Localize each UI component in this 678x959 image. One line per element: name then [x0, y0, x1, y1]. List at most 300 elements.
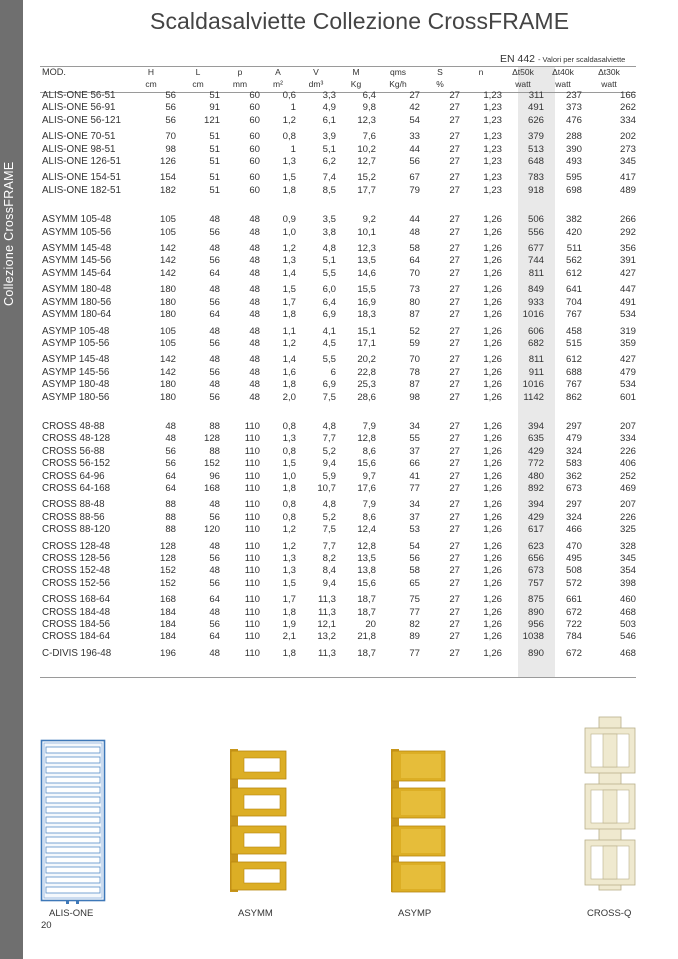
value-cell: 17,6: [357, 482, 376, 494]
table-row: [40, 268, 636, 280]
value-cell: 13,5: [357, 255, 376, 267]
value-cell: 0,8: [282, 511, 296, 523]
value-cell: 88: [165, 524, 176, 536]
value-cell: 87: [409, 309, 420, 321]
value-cell: 154: [159, 172, 176, 184]
value-cell: 1,26: [483, 379, 502, 391]
unit-label: dm³: [308, 79, 324, 89]
value-cell: 3,5: [322, 214, 336, 226]
towel-bar: [46, 867, 100, 873]
value-cell: 110: [244, 470, 260, 482]
unit-label: watt: [515, 79, 531, 89]
value-cell: 44: [409, 143, 420, 155]
value-cell: 6,0: [322, 284, 336, 296]
value-cell: 110: [244, 458, 260, 470]
value-cell: 34: [409, 420, 420, 432]
value-cell: 110: [244, 553, 260, 564]
value-cell: 1,2: [282, 114, 296, 126]
value-cell: 673: [527, 565, 544, 577]
value-cell: 152: [203, 458, 220, 470]
value-cell: 1,8: [282, 606, 296, 618]
value-cell: 48: [249, 366, 260, 378]
value-cell: 489: [619, 184, 636, 196]
model-cell: CROSS 64-168: [42, 482, 111, 494]
towel-bar: [46, 767, 100, 773]
value-cell: 862: [565, 391, 582, 403]
value-cell: 27: [449, 243, 460, 255]
value-cell: 1,26: [483, 499, 502, 511]
value-cell: 661: [565, 594, 582, 606]
value-cell: 1016: [522, 379, 544, 391]
value-cell: 1,26: [483, 366, 502, 378]
value-cell: 27: [449, 184, 460, 196]
value-cell: 4,5: [322, 337, 336, 349]
model-cell: ALIS-ONE 98-51: [42, 143, 116, 155]
value-cell: 1,26: [483, 309, 502, 321]
value-cell: 1,26: [483, 391, 502, 403]
value-cell: 48: [209, 647, 220, 659]
value-cell: 152: [159, 577, 176, 589]
value-cell: 266: [619, 214, 636, 226]
value-cell: 515: [565, 337, 582, 349]
table-row: [40, 421, 636, 433]
value-cell: 48: [209, 284, 220, 296]
model-cell: ALIS-ONE 70-51: [42, 131, 116, 143]
table-row: [40, 619, 636, 631]
table-row: [40, 284, 636, 296]
value-cell: 373: [565, 102, 582, 114]
model-cell: ASYMM 105-48: [42, 214, 112, 226]
value-cell: 27: [449, 540, 460, 552]
value-cell: 55: [409, 433, 420, 445]
unit-label: cm: [145, 79, 157, 89]
value-cell: 546: [619, 631, 636, 643]
value-cell: 1,3: [282, 433, 296, 445]
value-cell: 56: [209, 511, 220, 523]
sidebar-label: Collezione CrossFRAME: [2, 161, 16, 306]
value-cell: 48: [249, 284, 260, 296]
value-cell: 44: [409, 214, 420, 226]
value-cell: 1,1: [282, 325, 296, 337]
value-cell: 48: [209, 214, 220, 226]
table-row: [40, 379, 636, 391]
value-cell: 12,7: [357, 156, 376, 168]
towel-bar: [46, 757, 100, 763]
value-cell: 324: [565, 445, 582, 457]
value-cell: 27: [449, 284, 460, 296]
value-cell: 51: [209, 143, 220, 155]
model-cell: ASYMM 145-56: [42, 255, 112, 267]
value-cell: 56: [209, 296, 220, 308]
value-cell: 70: [409, 354, 420, 366]
towel-bar: [46, 877, 100, 883]
value-cell: 4,1: [322, 325, 336, 337]
value-cell: 121: [203, 114, 220, 126]
value-cell: 52: [409, 325, 420, 337]
table-row: [40, 648, 636, 660]
value-cell: 27: [449, 267, 460, 279]
value-cell: 4,9: [322, 102, 336, 114]
value-cell: 390: [565, 143, 582, 155]
model-cell: ALIS-ONE 126-51: [42, 156, 121, 168]
value-cell: 207: [619, 499, 636, 511]
value-cell: 182: [159, 184, 176, 196]
header-row: [40, 66, 636, 78]
value-cell: 56: [409, 156, 420, 168]
value-cell: 5,2: [322, 511, 336, 523]
value-cell: 933: [527, 296, 544, 308]
value-cell: 1,5: [282, 458, 296, 470]
value-cell: 48: [209, 540, 220, 552]
value-cell: 8,6: [362, 445, 376, 457]
value-cell: 1038: [522, 631, 544, 643]
value-cell: 479: [565, 433, 582, 445]
value-cell: 77: [409, 482, 420, 494]
value-cell: 27: [449, 143, 460, 155]
value-cell: 48: [209, 606, 220, 618]
value-cell: 48: [409, 226, 420, 238]
towel-bar: [46, 847, 100, 853]
value-cell: 6,4: [322, 296, 336, 308]
model-cell: CROSS 88-48: [42, 499, 105, 511]
table-row: [40, 607, 636, 619]
value-cell: 70: [409, 267, 420, 279]
value-cell: 12,8: [357, 433, 376, 445]
value-cell: 20,2: [357, 354, 376, 366]
value-cell: 688: [565, 366, 582, 378]
value-cell: 54: [409, 540, 420, 552]
value-cell: 110: [244, 445, 260, 457]
value-cell: 1,8: [282, 184, 296, 196]
table-row: [40, 338, 636, 350]
value-cell: 626: [527, 114, 544, 126]
value-cell: 51: [209, 184, 220, 196]
value-cell: 7,9: [362, 420, 376, 432]
model-cell: ASYMM 180-64: [42, 309, 112, 321]
value-cell: 48: [249, 337, 260, 349]
value-cell: 110: [244, 540, 260, 552]
value-cell: 1: [290, 102, 296, 114]
value-cell: 77: [409, 647, 420, 659]
value-cell: 27: [449, 337, 460, 349]
table-row: [40, 255, 636, 267]
value-cell: 48: [249, 226, 260, 238]
value-cell: 534: [619, 309, 636, 321]
model-cell: CROSS 184-48: [42, 606, 111, 618]
value-cell: 784: [565, 631, 582, 643]
value-cell: 54: [409, 114, 420, 126]
value-cell: 14,6: [357, 267, 376, 279]
value-cell: 82: [409, 619, 420, 631]
asymm-radiator-illustration: [228, 748, 290, 893]
value-cell: 48: [249, 296, 260, 308]
table-row: [40, 309, 636, 321]
standard-note-text: - Valori per scaldasalviette: [537, 55, 626, 64]
column-header: Δt40k: [552, 67, 574, 77]
value-cell: 5,2: [322, 445, 336, 457]
value-cell: 58: [409, 565, 420, 577]
table-row: [40, 102, 636, 114]
value-cell: 27: [449, 647, 460, 659]
value-cell: 468: [619, 606, 636, 618]
value-cell: 48: [249, 391, 260, 403]
value-cell: 18,3: [357, 309, 376, 321]
model-cell: ASYMP 180-56: [42, 391, 110, 403]
table-row: [40, 392, 636, 404]
value-cell: 48: [249, 243, 260, 255]
value-cell: 503: [619, 619, 636, 631]
value-cell: 583: [565, 458, 582, 470]
value-cell: 468: [619, 647, 636, 659]
value-cell: 420: [565, 226, 582, 238]
towel-bar: [46, 857, 100, 863]
value-cell: 1,3: [282, 255, 296, 267]
value-cell: 511: [566, 243, 582, 255]
column-header: V: [313, 67, 319, 77]
value-cell: 5,9: [322, 470, 336, 482]
value-cell: 7,9: [362, 499, 376, 511]
value-cell: 391: [619, 255, 636, 267]
value-cell: 491: [527, 102, 544, 114]
towel-bar: [46, 837, 100, 843]
unit-label: [40, 78, 126, 90]
value-cell: 142: [159, 366, 176, 378]
value-cell: 60: [249, 90, 260, 101]
value-cell: 51: [209, 90, 220, 101]
unit-row: [40, 78, 636, 90]
value-cell: 1,26: [483, 594, 502, 606]
table-row: [40, 499, 636, 511]
value-cell: 7,7: [322, 540, 336, 552]
value-cell: 64: [209, 267, 220, 279]
value-cell: 27: [449, 325, 460, 337]
value-cell: 184: [159, 631, 176, 643]
value-cell: 672: [565, 606, 582, 618]
value-cell: 27: [449, 458, 460, 470]
value-cell: 6: [330, 366, 336, 378]
towel-bar: [46, 817, 100, 823]
value-cell: 648: [527, 156, 544, 168]
model-cell: ALIS-ONE 56-121: [42, 114, 121, 126]
value-cell: 48: [209, 325, 220, 337]
value-cell: 1,26: [483, 524, 502, 536]
value-cell: 3,9: [322, 131, 336, 143]
group-spacer: [40, 404, 636, 421]
value-cell: 1,0: [282, 226, 296, 238]
value-cell: 53: [409, 524, 420, 536]
value-cell: 417: [619, 172, 636, 184]
value-cell: 48: [249, 267, 260, 279]
table-row: [40, 297, 636, 309]
value-cell: 180: [159, 379, 176, 391]
table-row: [40, 512, 636, 524]
model-cell: ASYMM 180-56: [42, 296, 112, 308]
cross-q-radiator-illustration: [582, 716, 638, 891]
table-row: [40, 458, 636, 470]
value-cell: 356: [619, 243, 636, 255]
value-cell: 73: [409, 284, 420, 296]
value-cell: 27: [449, 565, 460, 577]
value-cell: 324: [565, 511, 582, 523]
value-cell: 556: [527, 226, 544, 238]
value-cell: 27: [449, 553, 460, 564]
table-row: [40, 594, 636, 606]
value-cell: 354: [619, 565, 636, 577]
value-cell: 77: [409, 606, 420, 618]
value-cell: 1142: [523, 391, 544, 403]
table-row: [40, 131, 636, 143]
value-cell: 105: [159, 214, 176, 226]
model-cell: CROSS 48-128: [42, 433, 111, 445]
value-cell: 11,3: [318, 647, 336, 659]
value-cell: 15,6: [357, 577, 376, 589]
value-cell: 180: [159, 391, 176, 403]
value-cell: 849: [527, 284, 544, 296]
value-cell: 325: [619, 524, 636, 536]
value-cell: 8,2: [322, 553, 336, 564]
value-cell: 8,6: [362, 511, 376, 523]
column-header: Δt30k: [598, 67, 620, 77]
model-cell: CROSS 152-48: [42, 565, 111, 577]
value-cell: 110: [244, 524, 260, 536]
value-cell: 27: [449, 511, 460, 523]
table-row: [40, 185, 636, 197]
value-cell: 9,2: [362, 214, 376, 226]
value-cell: 677: [527, 243, 544, 255]
value-cell: 27: [449, 90, 460, 101]
value-cell: 152: [159, 565, 176, 577]
value-cell: 480: [527, 470, 544, 482]
model-cell: ALIS-ONE 56-51: [42, 90, 116, 101]
value-cell: 48: [249, 309, 260, 321]
value-cell: 48: [209, 354, 220, 366]
value-cell: 491: [619, 296, 636, 308]
value-cell: 56: [165, 445, 176, 457]
value-cell: 110: [244, 420, 260, 432]
value-cell: 196: [159, 647, 176, 659]
value-cell: 110: [244, 511, 260, 523]
value-cell: 13,8: [357, 565, 376, 577]
value-cell: 48: [209, 565, 220, 577]
value-cell: 1,26: [483, 226, 502, 238]
value-cell: 27: [449, 433, 460, 445]
value-cell: 27: [449, 214, 460, 226]
value-cell: 10,2: [357, 143, 376, 155]
value-cell: 1,8: [282, 309, 296, 321]
column-header: Δt50k: [512, 67, 534, 77]
value-cell: 427: [619, 267, 636, 279]
value-cell: 362: [565, 470, 582, 482]
value-cell: 18,7: [357, 594, 376, 606]
model-cell: ASYMM 180-48: [42, 284, 112, 296]
value-cell: 110: [244, 631, 260, 643]
value-cell: 772: [527, 458, 544, 470]
value-cell: 27: [449, 631, 460, 643]
value-cell: 12,3: [357, 243, 376, 255]
value-cell: 513: [527, 143, 544, 155]
value-cell: 1,26: [483, 354, 502, 366]
value-cell: 60: [249, 102, 260, 114]
value-cell: 91: [209, 102, 220, 114]
value-cell: 328: [619, 540, 636, 552]
table-row: [40, 214, 636, 226]
value-cell: 27: [449, 172, 460, 184]
value-cell: 4,8: [322, 243, 336, 255]
value-cell: 1016: [522, 309, 544, 321]
value-cell: 88: [209, 420, 220, 432]
value-cell: 56: [165, 458, 176, 470]
value-cell: 56: [209, 391, 220, 403]
value-cell: 98: [409, 391, 420, 403]
value-cell: 273: [619, 143, 636, 155]
value-cell: 27: [449, 226, 460, 238]
value-cell: 88: [165, 511, 176, 523]
value-cell: 1,5: [282, 284, 296, 296]
value-cell: 56: [209, 577, 220, 589]
value-cell: 48: [209, 379, 220, 391]
value-cell: 13,5: [357, 553, 376, 564]
unit-label: Kg/h: [389, 79, 407, 89]
table-row: [40, 433, 636, 445]
value-cell: 1: [290, 143, 296, 155]
value-cell: 110: [244, 499, 260, 511]
value-cell: 672: [565, 647, 582, 659]
value-cell: 27: [449, 131, 460, 143]
value-cell: 252: [619, 470, 636, 482]
column-header: A: [275, 67, 281, 77]
value-cell: 37: [409, 445, 420, 457]
value-cell: 207: [619, 420, 636, 432]
value-cell: 495: [565, 553, 582, 564]
model-cell: ASYMP 105-48: [42, 325, 110, 337]
table-row: [40, 172, 636, 184]
value-cell: 11,3: [318, 594, 336, 606]
value-cell: 429: [527, 445, 544, 457]
value-cell: 1,8: [282, 647, 296, 659]
unit-label: watt: [601, 79, 617, 89]
value-cell: 1,26: [483, 482, 502, 494]
value-cell: 0,8: [282, 499, 296, 511]
value-cell: 1,26: [483, 553, 502, 564]
value-cell: 80: [409, 296, 420, 308]
value-cell: 105: [159, 337, 176, 349]
value-cell: 27: [449, 156, 460, 168]
model-cell: CROSS 48-88: [42, 420, 105, 432]
value-cell: 27: [449, 379, 460, 391]
value-cell: 311: [528, 90, 544, 101]
value-cell: 6,2: [322, 156, 336, 168]
model-cell: CROSS 128-48: [42, 540, 111, 552]
value-cell: 334: [619, 114, 636, 126]
table-bottom-rule: [40, 677, 636, 678]
value-cell: 1,3: [282, 565, 296, 577]
value-cell: 288: [565, 131, 582, 143]
value-cell: 1,5: [282, 172, 296, 184]
value-cell: 33: [409, 131, 420, 143]
model-cell: C-DIVIS 196-48: [42, 647, 112, 659]
value-cell: 562: [565, 255, 582, 267]
value-cell: 27: [449, 482, 460, 494]
value-cell: 623: [527, 540, 544, 552]
value-cell: 128: [159, 540, 176, 552]
value-cell: 1,26: [483, 420, 502, 432]
value-cell: 6,9: [322, 379, 336, 391]
value-cell: 783: [527, 172, 544, 184]
value-cell: 17,7: [357, 184, 376, 196]
value-cell: 12,8: [357, 540, 376, 552]
value-cell: 635: [527, 433, 544, 445]
value-cell: 469: [619, 482, 636, 494]
